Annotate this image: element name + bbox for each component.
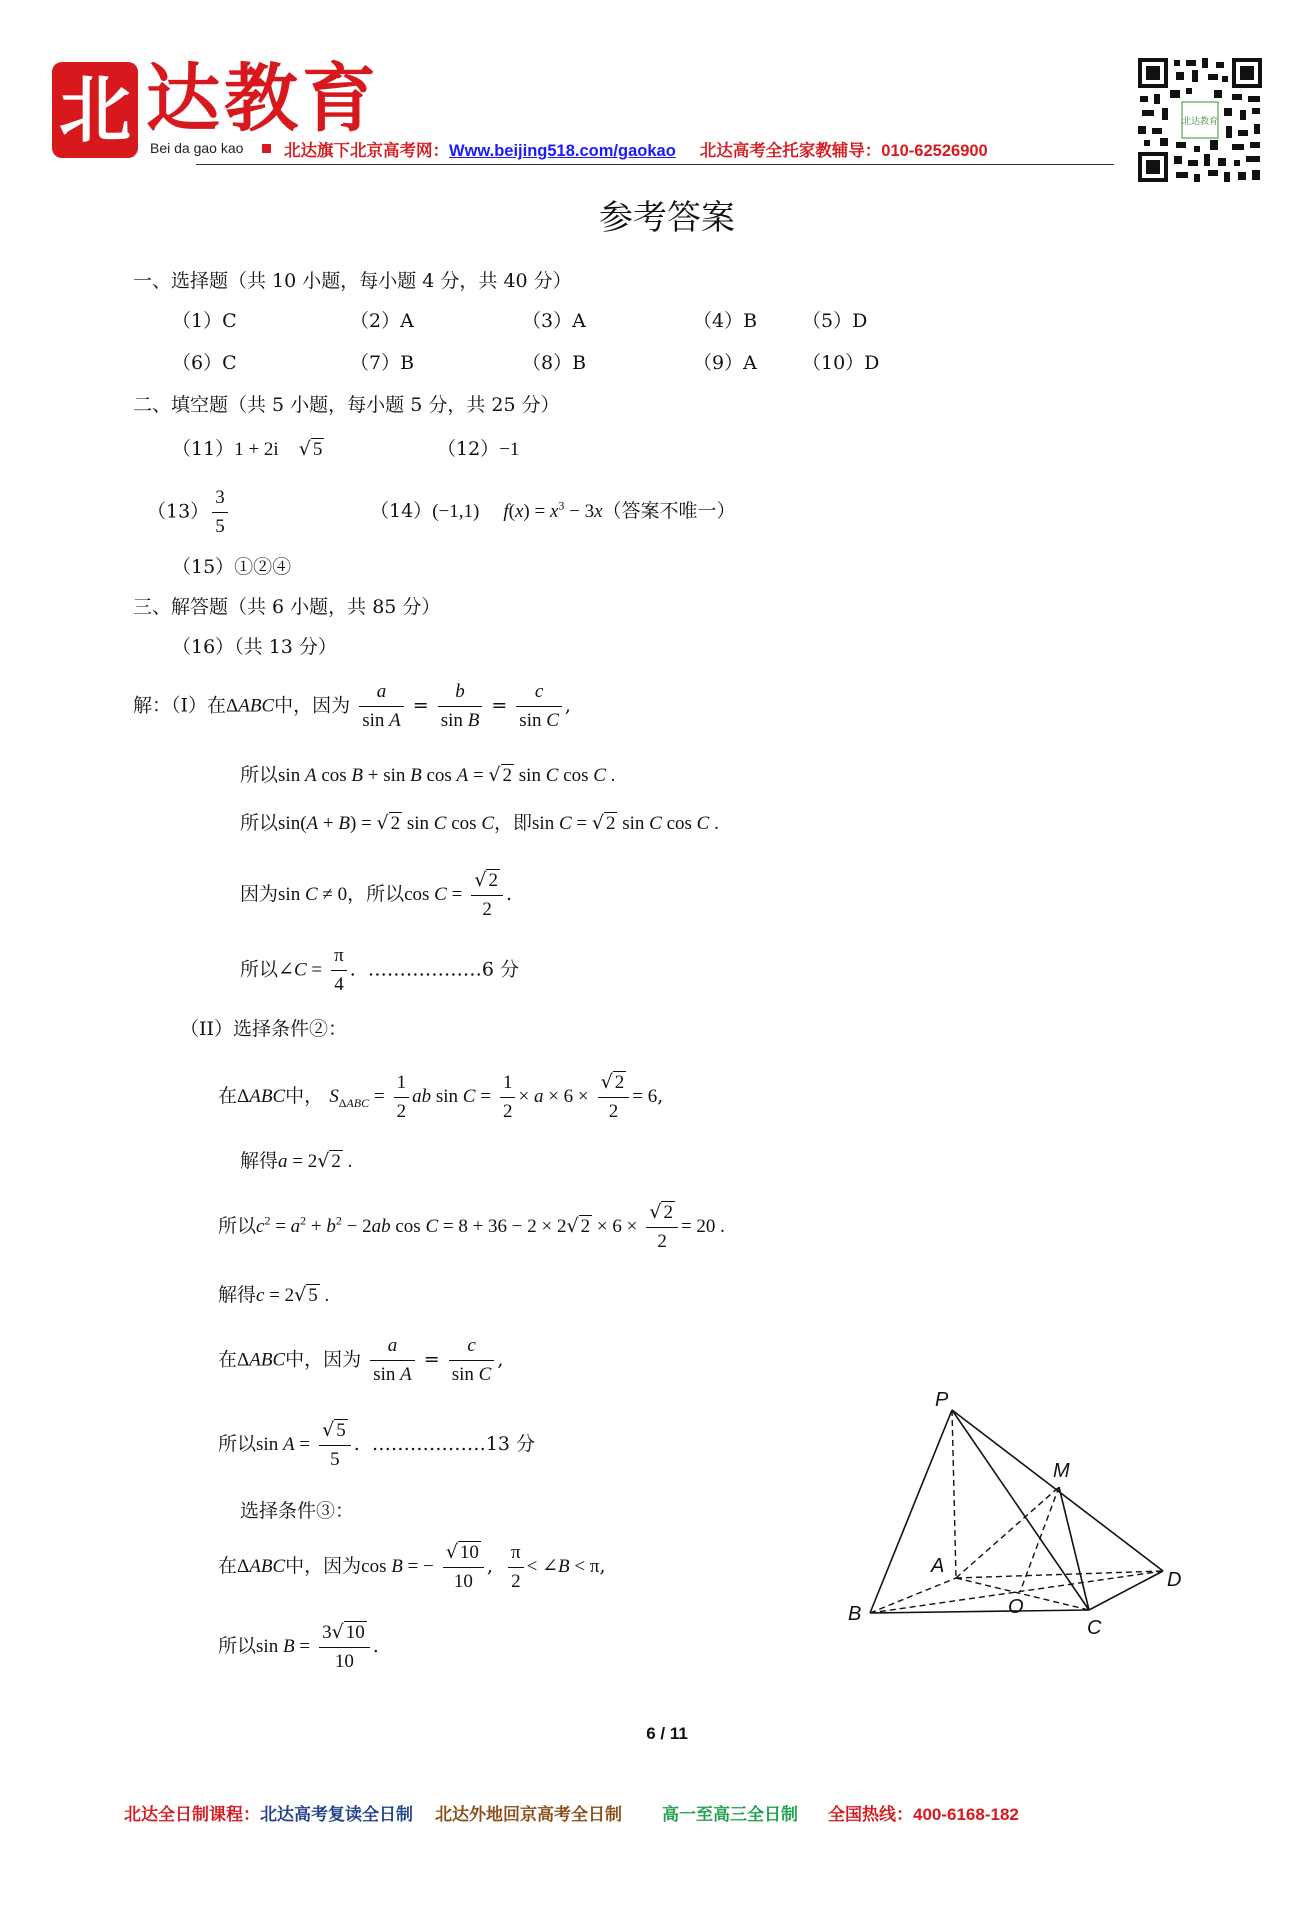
- part2-line-6: 所以sin A = $\frac{√ 5}{5}$ . ………………13 分: [218, 1419, 536, 1470]
- part2-heading: （II）选择条件②：: [180, 1018, 348, 1040]
- tutor-label: 北达高考全托家教辅导：010-62526900: [699, 142, 988, 160]
- footer-bar: [124, 1800, 1019, 1825]
- footer-hotline: 全国热线：400-6168-182: [828, 1805, 1019, 1824]
- part2-line-1: 在ΔABC中， $S_{\Delta ABC}$ = $\frac{1}{2}$ ab sin C = $\frac{1}{2}$ × a × 6 × $\frac{√ 2}{2}$ = 6,: [218, 1071, 664, 1122]
- solution-line-1: 解：（I）在ΔABC中，因为 $\frac{a}{\text{sin A}}$ = $\frac{b}{\text{sin B}}$ = $\frac{c}{\text{sin C}}$ ,: [133, 681, 571, 731]
- solution-line-2: 所以sin A cos B + sin B cos A = √ 2 sin C cos C .: [240, 764, 616, 786]
- answer-2: （2）A: [350, 310, 414, 332]
- qr-center-text: 北达教育: [1181, 117, 1219, 127]
- label-O: O: [1008, 1596, 1024, 1618]
- page-title: 参考答案: [599, 198, 735, 238]
- footer-link-3[interactable]: 高一至高三全日制: [662, 1805, 798, 1824]
- site-link[interactable]: Www.beijing518.com/gaokao: [449, 142, 676, 160]
- cond3-line-2: 所以sin B = $\frac{3√ 10}{10}$ .: [218, 1621, 379, 1672]
- header-rule: [196, 164, 1114, 165]
- qr-code: [1136, 56, 1264, 184]
- answer-8: （8）B: [522, 352, 587, 374]
- solution-line-4: 因为sin C ≠ 0，所以cos C = $\frac{√ 2}{2}$ .: [240, 869, 513, 920]
- answer-1: （1）C: [172, 310, 237, 332]
- answer-11: （11）1 + 2i √ 5: [172, 438, 323, 460]
- section2-heading: 二、填空题（共 5 小题，每小题 5 分，共 25 分）: [133, 394, 560, 416]
- footer-label: 北达全日制课程：: [124, 1805, 260, 1824]
- answer-12: （12）−1: [437, 438, 520, 460]
- answer-10: （10）D: [802, 352, 880, 374]
- cond3-heading: 选择条件③：: [240, 1500, 355, 1522]
- q16-heading: （16）（共 13 分）: [172, 636, 337, 658]
- label-C: C: [1087, 1617, 1102, 1639]
- answer-3: （3）A: [522, 310, 586, 332]
- answer-7: （7）B: [350, 352, 415, 374]
- label-B: B: [848, 1603, 862, 1625]
- label-P: P: [935, 1389, 949, 1411]
- answer-9: （9）A: [693, 352, 757, 374]
- part2-line-4: 解得c = 2√ 5 .: [218, 1284, 330, 1306]
- part2-line-5: 在ΔABC中，因为 $\frac{a}{\text{sin A}}$ = $\frac{c}{\text{sin C}}$ ,: [218, 1335, 504, 1385]
- answer-4: （4）B: [693, 310, 758, 332]
- label-M: M: [1053, 1460, 1070, 1482]
- footer-link-2[interactable]: 北达外地回京高考全日制: [435, 1805, 622, 1824]
- brand-text: 达教育: [146, 56, 380, 142]
- pyramid-figure: [845, 1380, 1190, 1640]
- brand-pinyin: Bei da gao kao: [150, 140, 244, 156]
- cond3-line-1: 在ΔABC中，因为cos B = − $\frac{√ 10}{10}$ , $\frac{\pi}{2}$ < ∠B < π,: [218, 1541, 606, 1592]
- logo-char: 北: [58, 67, 131, 152]
- label-D: D: [1167, 1569, 1182, 1591]
- section3-heading: 三、解答题（共 6 小题，共 85 分）: [133, 596, 441, 618]
- solution-line-5: 所以∠C = $\frac{\pi}{4}$ . ………………6 分: [240, 945, 519, 995]
- site-label: 北达旗下北京高考网：: [284, 142, 449, 160]
- solution-line-3: 所以sin(A + B) = √ 2 sin C cos C，即sin C = √ 2 sin C cos C .: [240, 812, 719, 834]
- answer-15: （15）①②④: [172, 556, 292, 578]
- part2-line-2: 解得a = 2√ 2 .: [240, 1150, 353, 1172]
- logo: [52, 62, 138, 158]
- answer-14: （14）(−1,1) $f(x) = x^3 - 3x$（答案不唯一）: [370, 498, 736, 522]
- page-number: 6 / 11: [646, 1724, 688, 1743]
- part2-line-3: 所以$c^2 = a^2 + b^2 - 2ab$ cos C = 8 + 36 − 2 × 2√ 2 × 6 × $\frac{√ 2}{2}$ = 20 .: [218, 1201, 725, 1252]
- label-A: A: [931, 1555, 945, 1577]
- brand-square: [262, 144, 271, 153]
- answer-13: （13） $\frac{3}{5}$: [147, 486, 231, 539]
- answer-6: （6）C: [172, 352, 237, 374]
- section1-heading: 一、选择题（共 10 小题，每小题 4 分，共 40 分）: [133, 270, 572, 292]
- header-links: [284, 137, 988, 161]
- footer-link-1[interactable]: 北达高考复读全日制: [260, 1805, 413, 1824]
- answer-5: （5）D: [802, 310, 868, 332]
